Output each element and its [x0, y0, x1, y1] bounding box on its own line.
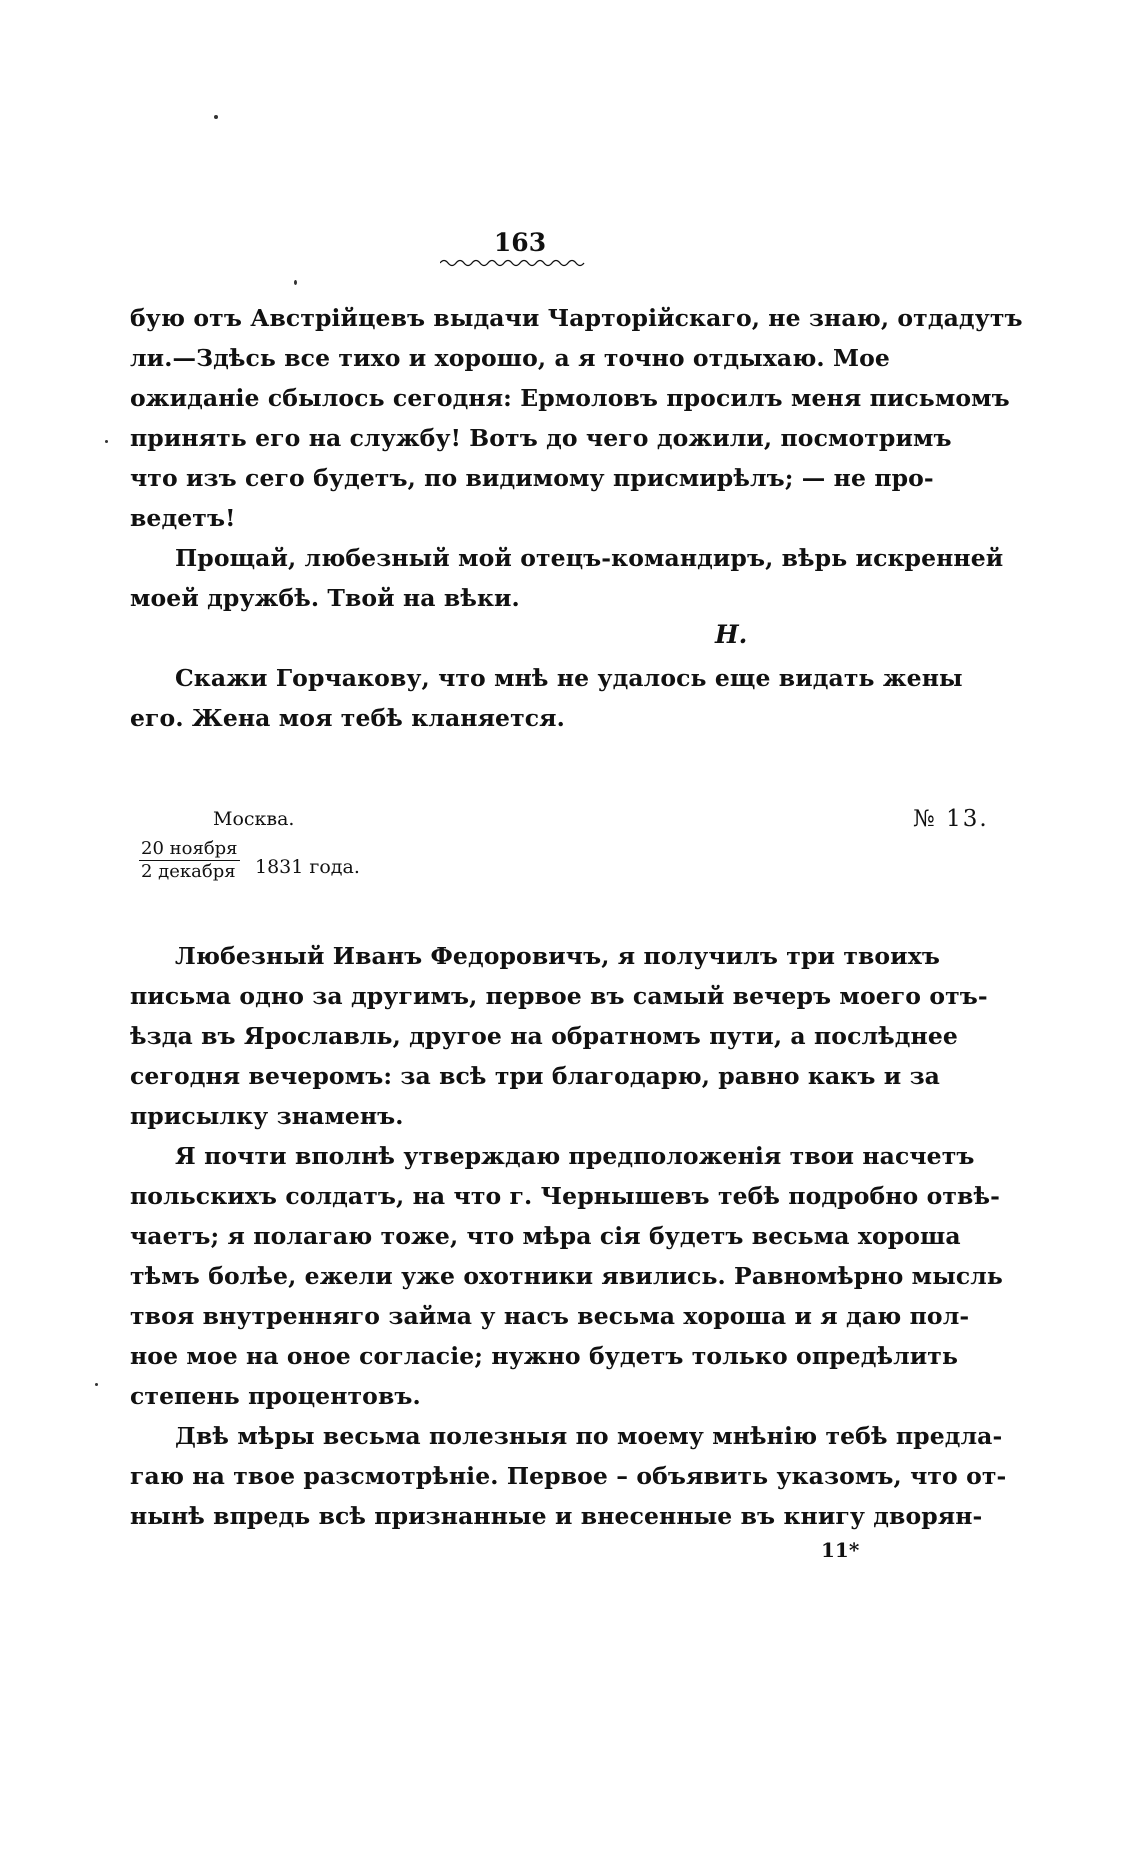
text-line: письма одно за другимъ, первое въ самый вечеръ моего отъ-: [130, 982, 988, 1010]
paragraph-greeting: [130, 936, 988, 1136]
paragraph-postscript: [130, 658, 963, 738]
text-line: Я почти вполнѣ утверждаю предположенія твои насчетъ: [175, 1142, 975, 1170]
paragraph-measures: [130, 1416, 1007, 1536]
letter-number: № 13.: [913, 806, 989, 832]
text-line: Скажи Горчакову, что мнѣ не удалось еще видать жены: [175, 664, 963, 692]
ink-speck: [95, 1383, 98, 1386]
page-number-ornament: [440, 258, 590, 268]
letter-year: 1831 года.: [255, 856, 360, 878]
paragraph-soldiers: [130, 1136, 1003, 1416]
text-line: ѣзда въ Ярославль, другое на обратномъ пути, а послѣднее: [130, 1022, 958, 1050]
text-line: моей дружбѣ. Твой на вѣки.: [130, 584, 520, 612]
text-line: бую отъ Австрійцевъ выдачи Чарторійскаго, не знаю, отдадутъ: [130, 304, 1023, 332]
text-line: присылку знаменъ.: [130, 1102, 404, 1130]
ink-speck: [214, 115, 218, 119]
date-new-style: 2 декабря: [141, 861, 236, 882]
text-line: его. Жена моя тебѣ кланяется.: [130, 704, 565, 732]
text-line: сегодня вечеромъ: за всѣ три благодарю, равно какъ и за: [130, 1062, 941, 1090]
text-line: ведетъ!: [130, 504, 236, 532]
paragraph-farewell: [130, 538, 1004, 618]
text-line: Любезный Иванъ Федоровичъ, я получилъ три твоихъ: [175, 942, 940, 970]
text-line: твоя внутренняго займа у насъ весьма хороша и я даю пол-: [130, 1302, 970, 1330]
letter-date-fraction: [139, 838, 240, 883]
text-line: ли.—Здѣсь все тихо и хорошо, а я точно отдыхаю. Мое: [130, 344, 890, 372]
ink-speck: [294, 280, 297, 285]
page-number: 163: [493, 228, 547, 257]
letter-signature: Н.: [715, 620, 748, 649]
date-old-style: 20 ноября: [141, 838, 238, 859]
text-line: что изъ сего будетъ, по видимому присмирѣлъ; — не про-: [130, 464, 934, 492]
printer-signature-mark: 11*: [821, 1538, 860, 1562]
text-line: гаю на твое разсмотрѣніе. Первое – объявить указомъ, что от-: [130, 1462, 1007, 1490]
text-line: ожиданіе сбылось сегодня: Ермоловъ просилъ меня письмомъ: [130, 384, 1010, 412]
paragraph-continuation: [130, 298, 1023, 538]
text-line: принять его на службу! Вотъ до чего дожили, посмотримъ: [130, 424, 952, 452]
text-line: тѣмъ болѣе, ежели уже охотники явились. Равномѣрно мысль: [130, 1262, 1003, 1290]
ink-speck: [105, 440, 108, 443]
text-line: Двѣ мѣры весьма полезныя по моему мнѣнію тебѣ предла-: [175, 1422, 1003, 1450]
text-line: чаетъ; я полагаю тоже, что мѣра сія будетъ весьма хороша: [130, 1222, 961, 1250]
text-line: степень процентовъ.: [130, 1382, 421, 1410]
text-line: Прощай, любезный мой отецъ-командиръ, вѣрь искренней: [175, 544, 1004, 572]
letter-place: Москва.: [213, 808, 295, 830]
text-line: польскихъ солдатъ, на что г. Чернышевъ тебѣ подробно отвѣ-: [130, 1182, 1000, 1210]
text-line: ное мое на оное согласіе; нужно будетъ только опредѣлить: [130, 1342, 959, 1370]
text-line: нынѣ впредь всѣ признанные и внесенные въ книгу дворян-: [130, 1502, 983, 1530]
